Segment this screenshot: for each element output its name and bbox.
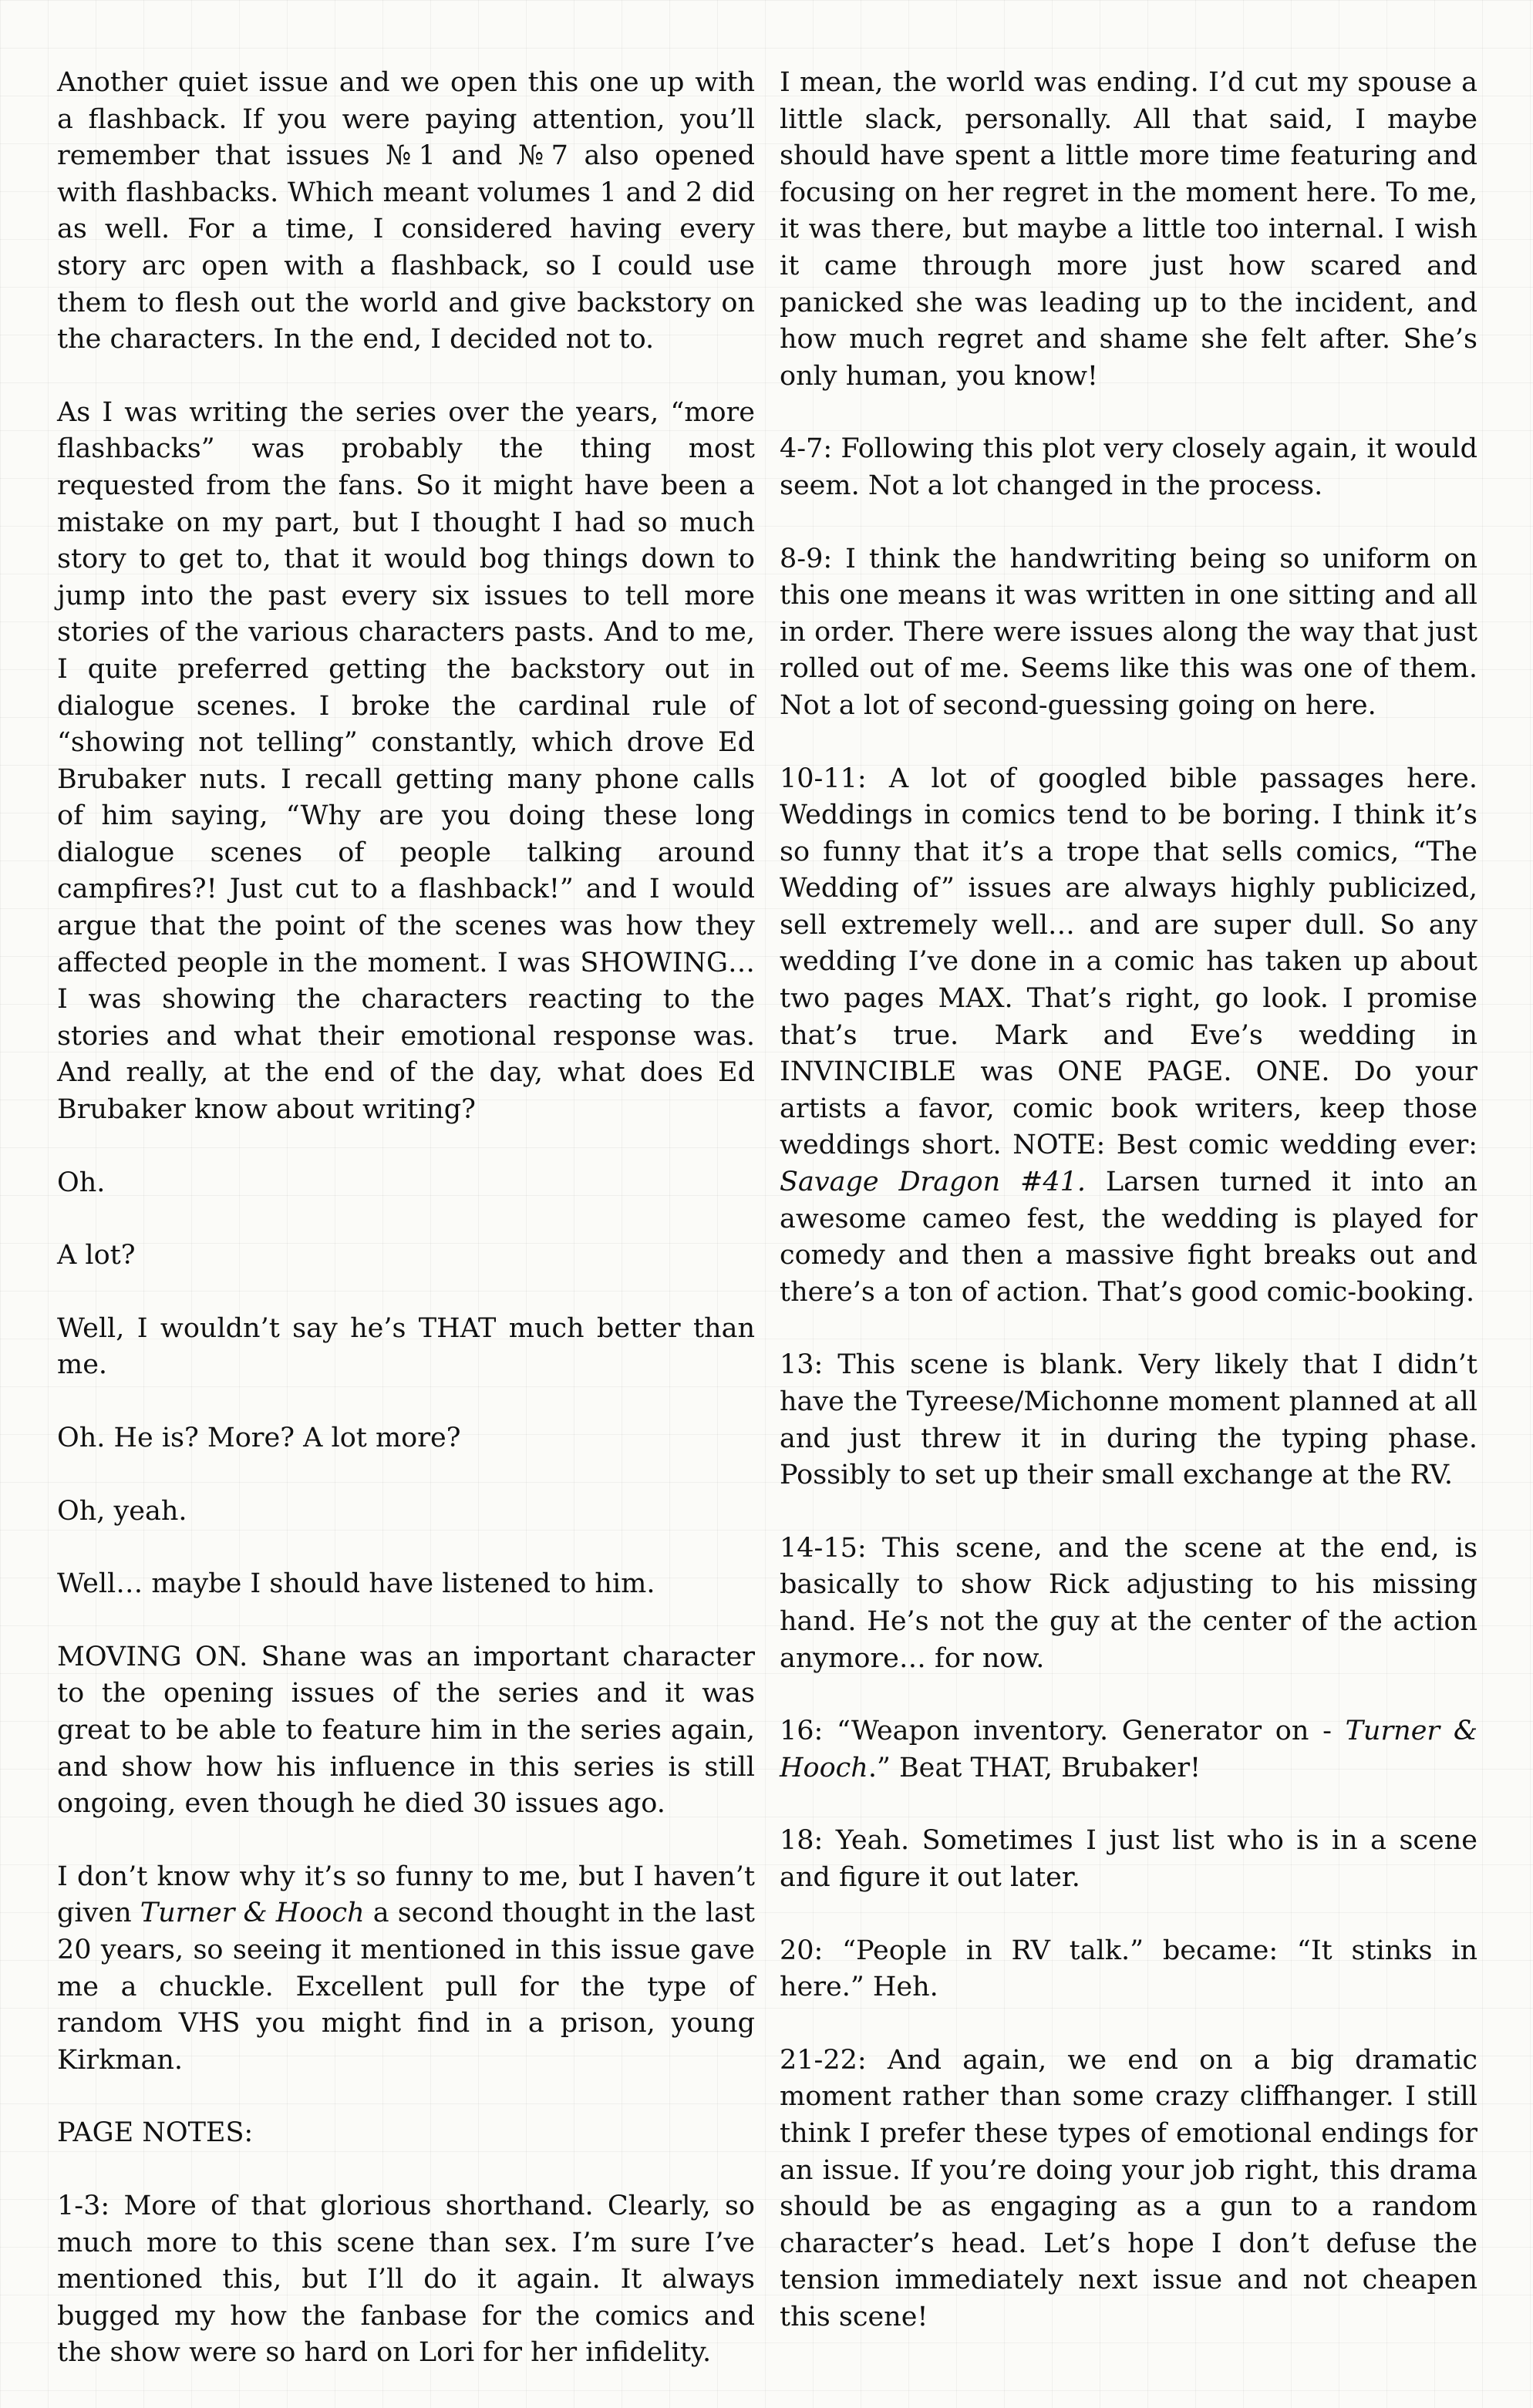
paragraph-a-lot: A lot? [57, 1240, 136, 1271]
paragraph-note-16 [780, 1713, 1477, 1787]
paragraph-note-20: 20: “People in RV talk.” became: “It stinks in here.” Heh. [780, 1935, 1477, 2003]
paragraph-note-1-3: 1-3: More of that glorious shorthand. Clearly, so much more to this scene than sex. I’m sure I’ve mentioned this, but I’ll do it again. It always bugged my how the fanbase for the comics and the show were so hard on Lori for her infidelity. [57, 2190, 755, 2369]
paragraph-note-8-9: 8-9: I think the handwriting being so uniform on this one means it was written in one sitting and all in order. There were issues along the way that just rolled out of me. Seems like this was one of them. Not a lot of second-guessing going on here. [780, 543, 1477, 721]
left-column [57, 65, 755, 2408]
text-run: a second thought in the last 20 years, so seeing it mentioned in this issue gave me a chuckle. Excellent pull for the type of random VHS you might find in a prison, young Kirkman. [57, 1898, 755, 2076]
paragraph-note-13: 13: This scene is blank. Very likely that I didn’t have the Tyreese/Michonne moment planned at all and just threw it in during the typing phase. Possibly to set up their small exchange at the RV. [780, 1349, 1477, 1491]
paragraph-note-18: 18: Yeah. Sometimes I just list who is in a scene and figure it out later. [780, 1825, 1477, 1893]
title-turner-hooch: Turner & Hooch [140, 1898, 365, 1929]
paragraph-oh-yeah: Oh, yeah. [57, 1495, 187, 1527]
page-notes-heading: PAGE NOTES: [57, 2117, 254, 2149]
paragraph-note-4-7: 4-7: Following this plot very closely again, it would seem. Not a lot changed in the process. [780, 433, 1477, 501]
title-turner-hooch: Turner & Hooch [780, 1716, 1477, 1783]
title-savage-dragon: Savage Dragon #41. [780, 1167, 1087, 1198]
right-column [780, 65, 1477, 2372]
paragraph-note-14-15: 14-15: This scene, and the scene at the end, is basically to show Rick adjusting to his missing hand. He’s not the guy at the center of the action anymore… for now. [780, 1532, 1477, 1674]
paragraph-listened: Well… maybe I should have listened to him. [57, 1568, 655, 1600]
paragraph-turner-hooch [57, 1859, 755, 2080]
paragraph-moving-on: MOVING ON. Shane was an important character to the opening issues of the series and it was great to be able to feature him in the series again, and show how his influence in this series is still ongoing, even though he died 30 issues ago. [57, 1641, 755, 1820]
paragraph-he-is: Oh. He is? More? A lot more? [57, 1423, 461, 1453]
paragraph-note-10-11 [780, 761, 1477, 1312]
paragraph-oh: Oh. [57, 1167, 106, 1198]
paragraph-note-21-22: 21-22: And again, we end on a big dramatic moment rather than some crazy cliffhanger. I still think I prefer these types of emotional endings for an issue. If you’re doing your job right, this drama should be as engaging as a gun to a random character’s head. Let’s hope I don’t defuse the tension immediately next issue and not cheapen this scene! [780, 2044, 1477, 2332]
text-run: 10-11: A lot of googled bible passages here. Weddings in comics tend to be boring. I think it’s so funny that it’s a trope that sells comics, “The Wedding of” issues are always highly publicized, sell extremely well… and are super dull. So any wedding I’ve done in a comic has taken up about two pages MAX. That’s right, go look. I promise that’s true. Mark and Eve’s wedding in INVINCIBLE was ONE PAGE. ONE. Do your artists a favor, comic book writers, keep those weddings short. NOTE: Best comic wedding ever: [780, 763, 1477, 1161]
paragraph-flashbacks: As I was writing the series over the years, “more flashbacks” was probably the thing most requested from the fans. So it might have been a mistake on my part, but I thought I had so much story to get to, that it would bog things down to jump into the past every six issues to tell more stories of the various characters pasts. And to me, I quite preferred getting the backstory out in dialogue scenes. I broke the cardinal rule of “showing not telling” constantly, which drove Ed Brubaker nuts. I recall getting many phone calls of him saying, “Why are you doing these long dialogue scenes of people talking around campfires?! Just cut to a flashback!” and I would argue that the point of the scenes was how they affected people in the moment. I was SHOWING… I was showing the characters reacting to the stories and what their emotional response was. And really, at the end of the day, what does Ed Brubaker know about writing? [57, 396, 755, 1126]
paragraph-world-ending: I mean, the world was ending. I’d cut my spouse a little slack, personally. All that said, I maybe should have spent a little more time featuring and focusing on her regret in the moment here. To me, it was there, but maybe a little too internal. I wish it came through more just how scared and panicked she was leading up to the incident, and how much regret and shame she felt after. She’s only human, you know! [780, 67, 1477, 392]
text-run: I don’t know why it’s so funny to me, but I haven’t given [57, 1861, 755, 1929]
text-run: Larsen turned it into an awesome cameo fest, the wedding is played for comedy and then a massive fight breaks out and there’s a ton of action. That’s good comic-booking. [780, 1167, 1477, 1308]
text-run: .” Beat THAT, Brubaker! [868, 1752, 1201, 1783]
paragraph-better-than-me: Well, I wouldn’t say he’s THAT much better than me. [57, 1312, 755, 1381]
text-run: 16: “Weapon inventory. Generator on - [780, 1716, 1332, 1747]
paragraph-intro: Another quiet issue and we open this one up with a flashback. If you were paying attention, you’ll remember that issues №1 and №7 also opened with flashbacks. Which meant volumes 1 and 2 did as well. For a time, I considered having every story arc open with a flashback, so I could use them to flesh out the world and give backstory on the characters. In the end, I decided not to. [57, 67, 755, 355]
